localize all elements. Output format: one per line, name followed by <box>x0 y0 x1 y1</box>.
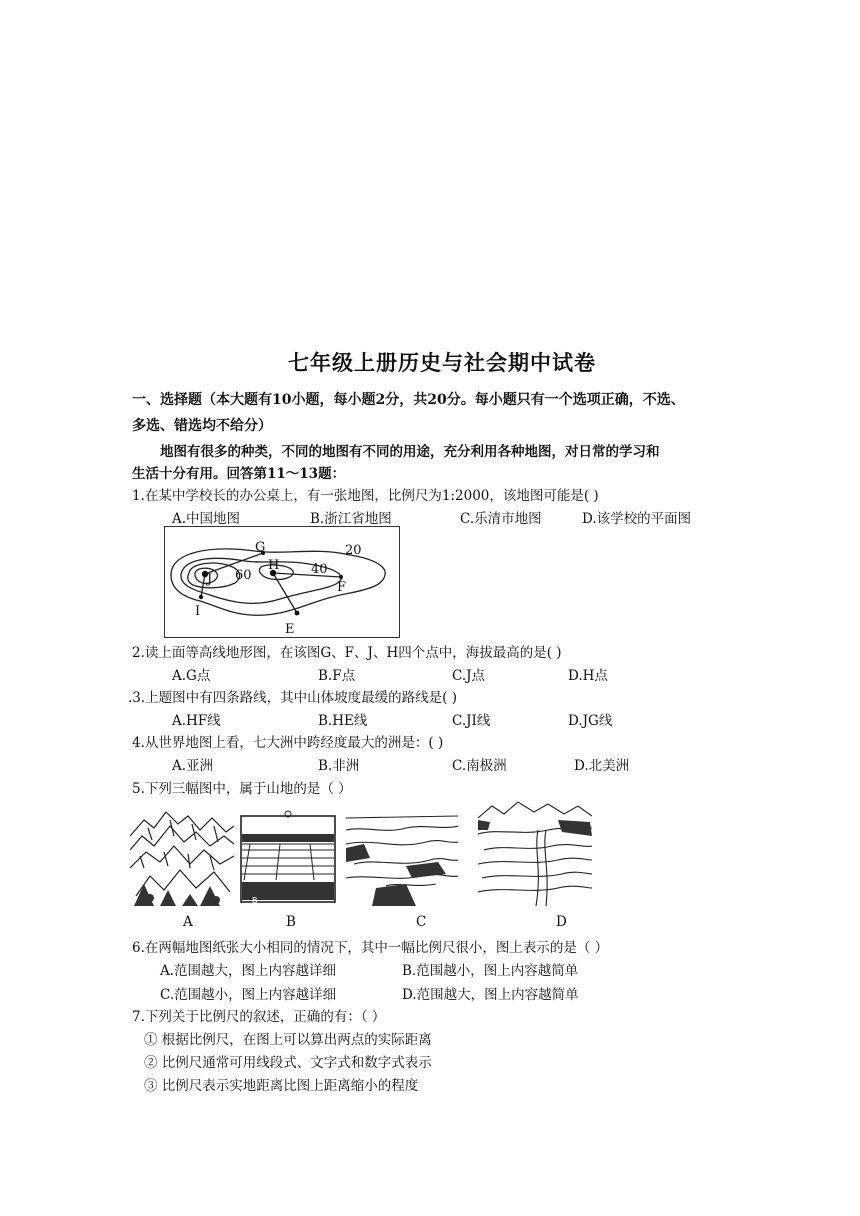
contour-value-40: 40 <box>311 562 328 577</box>
svg-text:B: B <box>252 896 258 904</box>
contour-map <box>164 526 400 638</box>
question-3-stem: .3.上题图中有四条路线，其中山体坡度最缓的路线是( ) <box>128 690 457 706</box>
section-heading-line2: 多选、错选均不给分） <box>132 418 272 434</box>
question-7-statement-2: ② 比例尺通常可用线段式、文字式和数字式表示 <box>144 1055 432 1071</box>
map-label-e: E <box>285 622 295 637</box>
question-1-stem: 1.在某中学校长的办公桌上，有一张地图，比例尺为1:2000，该地图可能是( ) <box>132 488 599 504</box>
question-6-stem: 6.在两幅地图纸张大小相同的情况下，其中一幅比例尺很小，图上表示的是（ ） <box>132 940 609 956</box>
landform-picture-b <box>240 810 336 904</box>
map-label-h: H <box>268 558 280 573</box>
question-6-option-d: D.范围越大，图上内容越简单 <box>402 987 579 1003</box>
intro-line1: 地图有很多的种类，不同的地图有不同的用途，充分利用各种地图，对日常的学习和 <box>160 444 660 460</box>
question-6-option-c: C.范围越小，图上内容越详细 <box>160 987 337 1003</box>
question-7-statement-1: ① 根据比例尺，在图上可以算出两点的实际距离 <box>144 1032 432 1048</box>
map-label-g: G <box>255 540 266 555</box>
question-2-stem: 2.读上面等高线地形图，在该图G、F、J、H四个点中，海拔最高的是( ) <box>132 645 562 661</box>
landform-picture-c <box>346 808 458 906</box>
question-1-option-c: C.乐清市地图 <box>460 511 542 527</box>
question-1-option-a: A.中国地图 <box>172 511 241 527</box>
intro-line2: 生活十分有用。回答第11～13题： <box>132 466 346 482</box>
question-3-option-d: D.JG线 <box>568 713 613 729</box>
question-3-option-b: B.HE线 <box>318 713 368 729</box>
question-4-option-d: D.北美洲 <box>574 758 630 774</box>
question-1-option-b: B.浙江省地图 <box>310 511 392 527</box>
landform-picture-a <box>130 806 234 906</box>
question-7-stem: 7.下列关于比例尺的叙述，正确的有：（ ） <box>132 1009 386 1025</box>
question-3-option-a: A.HF线 <box>172 713 221 729</box>
section-heading-line1: 一、选择题（本大题有10小题，每小题2分，共20分。每小题只有一个选项正确，不选、 <box>132 392 685 408</box>
question-7-statement-3: ③ 比例尺表示实地距离比图上距离缩小的程度 <box>144 1078 419 1094</box>
picture-label-c: C <box>416 914 427 930</box>
question-2-option-c: C.J点 <box>452 668 486 684</box>
map-label-i: I <box>195 604 201 619</box>
map-label-f: F <box>337 580 347 595</box>
contour-value-20: 20 <box>345 543 362 558</box>
map-label-j: J <box>207 572 213 587</box>
question-3-option-c: C.JI线 <box>452 713 491 729</box>
question-6-option-a: A.范围越大，图上内容越详细 <box>160 963 337 979</box>
page-title: 七年级上册历史与社会期中试卷 <box>288 351 596 375</box>
picture-label-a: A <box>183 914 193 930</box>
question-2-option-a: A.G点 <box>172 668 211 684</box>
question-6-option-b: B.范围越小，图上内容越简单 <box>402 963 579 979</box>
question-1-option-d: D.该学校的平面图 <box>582 511 692 527</box>
question-4-option-b: B.非洲 <box>318 758 360 774</box>
landform-picture-d <box>478 800 592 906</box>
contour-value-60: 60 <box>235 568 252 583</box>
question-4-stem: 4.从世界地图上看，七大洲中跨经度最大的洲是：( ) <box>132 735 444 751</box>
picture-label-b: B <box>286 914 296 930</box>
question-5-stem: 5.下列三幅图中，属于山地的是（ ） <box>132 781 352 797</box>
question-4-option-c: C.南极洲 <box>452 758 507 774</box>
question-4-option-a: A.亚洲 <box>172 758 214 774</box>
question-2-option-d: D.H点 <box>568 668 608 684</box>
picture-label-d: D <box>556 914 567 930</box>
question-2-option-b: B.F点 <box>318 668 356 684</box>
